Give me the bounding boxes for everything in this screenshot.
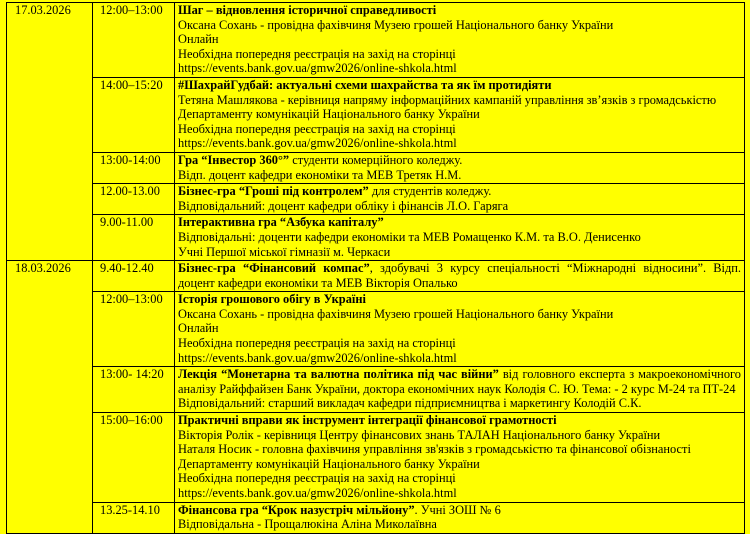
table-row: [7, 413, 745, 503]
event-detail: Наталя Носик - головна фахівчиня управління зв'язків з громадськістю та фінансової обізнаності: [178, 442, 691, 457]
event-title-rest: , здобувачі 3 курсу спеціальності “Міжнародні відносини”. Відп. доцент кафедри економіки та МЕВ Вікторія Опалько: [178, 261, 742, 290]
event-cell: [175, 77, 745, 152]
event-detail: Оксана Сохань - провідна фахівчиня Музею грошей Національного банку України: [178, 17, 614, 32]
event-title-line: [178, 3, 741, 18]
event-title-rest: для студентів коледжу.: [368, 184, 492, 199]
date-cell: 17.03.2026: [7, 3, 93, 261]
event-detail: Учні Першої міської гімназії м. Черкаси: [178, 244, 391, 259]
event-detail: Необхідна попередня реєстрація на захід на сторінці: [178, 121, 456, 136]
event-cell: [175, 3, 745, 78]
event-title-rest: студенти комерційного коледжу.: [289, 152, 463, 167]
event-detail: Необхідна попередня реєстрація на захід на сторінці: [178, 46, 456, 61]
date-cell: 18.03.2026: [7, 261, 93, 534]
event-title: Лекція “Монетарна та валютна політика під час війни”: [178, 367, 499, 382]
event-detail: Відповідальні: доценти кафедри економіки та МЕВ Ромащенко К.М. та В.О. Денисенко: [178, 229, 641, 244]
event-detail: Необхідна попередня реєстрація на захід на сторінці: [178, 336, 456, 351]
table-row: [7, 292, 745, 367]
table-row: [7, 152, 745, 183]
event-cell: [175, 184, 745, 215]
event-link: https://events.bank.gov.ua/gmw2026/online-shkola.html: [178, 61, 457, 76]
event-link: https://events.bank.gov.ua/gmw2026/online-shkola.html: [178, 136, 457, 151]
event-title: Шаг – відновлення історичної справедливості: [178, 3, 437, 17]
event-detail: Вікторія Ролік - керівниця Центру фінансових знань ТАЛАН Національного банку України: [178, 427, 661, 442]
event-title: Історія грошового обігу в Україні: [178, 292, 366, 307]
time-cell: 13:00-14:00: [93, 152, 175, 183]
event-detail: Тетяна Машлякова - керівниця напряму інформаційних кампаній управління зв’язків з громадськістю: [178, 92, 717, 107]
event-title-line: [178, 153, 741, 168]
time-cell: 14:00–15:20: [93, 77, 175, 152]
event-cell: [175, 152, 745, 183]
event-title: #ШахрайГудбай: актуальні схеми шахрайства та як їм протидіяти: [178, 77, 552, 92]
table-row: [7, 367, 745, 413]
table-row: [7, 215, 745, 261]
event-title-line: [178, 78, 741, 93]
event-title: Бізнес-гра “Гроші під контролем”: [178, 184, 369, 199]
event-title-rest: . Учні ЗОШ № 6: [414, 502, 501, 517]
event-title: Бізнес-гра “Фінансовий компас”: [178, 261, 370, 276]
event-title: Інтерактивна гра “Азбука капіталу”: [178, 215, 384, 230]
table-row: [7, 77, 745, 152]
event-cell: [175, 261, 745, 292]
event-title-line: [178, 367, 741, 396]
time-cell: 15:00–16:00: [93, 413, 175, 503]
event-title-line: [178, 184, 741, 199]
table-row: [7, 184, 745, 215]
event-title-line: [178, 413, 741, 428]
event-detail: Онлайн: [178, 32, 219, 47]
event-cell: [175, 292, 745, 367]
schedule-table: [6, 2, 745, 534]
event-detail: Департаменту комунікацій Національного банку України: [178, 456, 480, 471]
event-title: Гра “Інвестор 360°”: [178, 152, 290, 167]
time-cell: 9.00-11.00: [93, 215, 175, 261]
table-row: [7, 502, 745, 533]
event-detail: Відп. доцент кафедри економіки та МЕВ Третяк Н.М.: [178, 167, 462, 182]
time-cell: 13.25-14.10: [93, 502, 175, 533]
event-title-line: [178, 261, 741, 290]
table-row: [7, 3, 745, 78]
time-cell: 13:00- 14:20: [93, 367, 175, 413]
event-detail: Департаменту комунікацій Національного банку України: [178, 107, 480, 122]
time-cell: 12:00–13:00: [93, 3, 175, 78]
event-link: https://events.bank.gov.ua/gmw2026/online-shkola.html: [178, 350, 457, 365]
event-title: Практичні вправи як інструмент інтеграції фінансової грамотності: [178, 413, 557, 428]
event-title-line: [178, 503, 741, 518]
event-title-line: [178, 215, 741, 230]
time-cell: 9.40-12.40: [93, 261, 175, 292]
table-row: [7, 261, 745, 292]
event-cell: [175, 413, 745, 503]
event-detail: Оксана Сохань - провідна фахівчиня Музею грошей Національного банку України: [178, 306, 614, 321]
event-detail: Відповідальна - Прощалюкіна Аліна Миколаївна: [178, 517, 437, 532]
event-title: Фінансова гра “Крок назустріч мільйону”: [178, 502, 415, 517]
event-detail: Відповідальний: доцент кафедри обліку і фінансів Л.О. Гаряга: [178, 198, 509, 213]
event-detail: Необхідна попередня реєстрація на захід на сторінці: [178, 471, 456, 486]
time-cell: 12:00–13:00: [93, 292, 175, 367]
event-title-line: [178, 292, 741, 307]
event-title-rest: від головного експерта з макроекономічного аналізу Райффайзен Банк України, доктора економічних наук Колодія С. Ю. Тема: - 2 курс М-24 та ПТ-24: [178, 367, 741, 396]
event-detail: Онлайн: [178, 321, 219, 336]
schedule-body: [7, 3, 745, 534]
time-cell: 12.00-13.00: [93, 184, 175, 215]
event-cell: [175, 367, 745, 413]
event-detail: Відповідальний: старший викладач кафедри підприємництва і маркетингу Колодій С.К.: [178, 396, 642, 411]
event-link: https://events.bank.gov.ua/gmw2026/online-shkola.html: [178, 486, 457, 500]
event-cell: [175, 215, 745, 261]
event-cell: [175, 502, 745, 533]
